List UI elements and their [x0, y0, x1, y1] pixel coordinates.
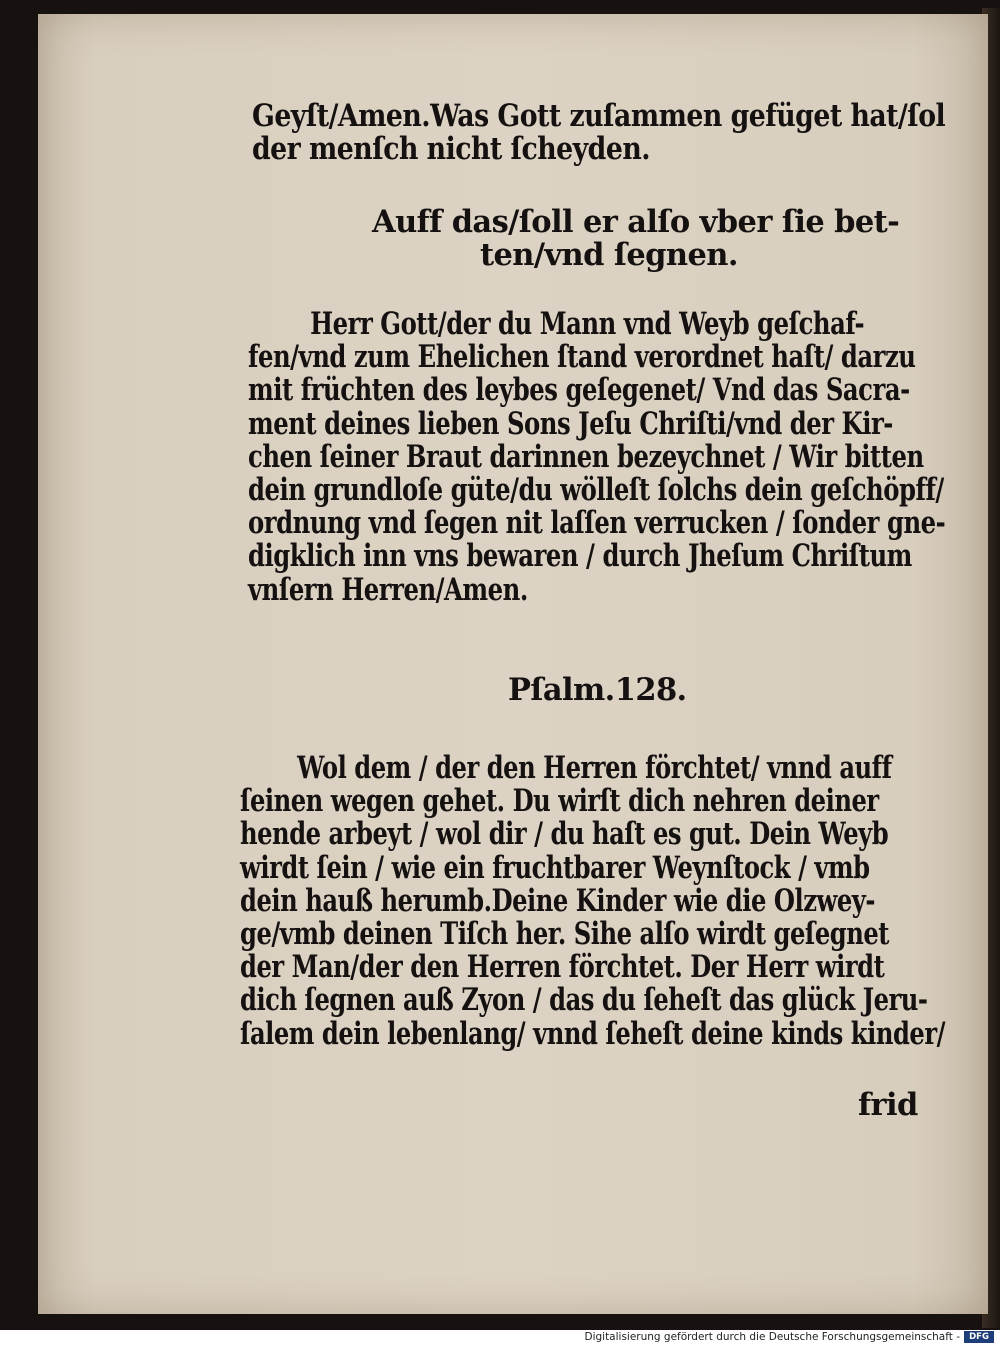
catchword: frid	[858, 1087, 918, 1123]
text-line: Wol dem / der den Herren förchtet/ vnnd auff	[297, 750, 892, 786]
text-line: dich ſegnen auß Zyon / das du ſeheſt das glück Jeru-	[240, 982, 928, 1019]
text-line: hende arbeyt / wol dir / du haſt es gut. Dein Weyb	[240, 816, 889, 853]
dfg-logo: DFG	[964, 1331, 994, 1343]
psalm-heading: Pſalm.128.	[508, 672, 687, 708]
heading-line: ten/vnd ſegnen.	[480, 237, 738, 274]
text-line: dein grundloſe güte/du wölleſt ſolchs dein geſchöpff/	[248, 471, 944, 508]
text-line: ment deines lieben Sons Jeſu Chriſti/vnd der Kir-	[248, 405, 893, 442]
heading-line: Auff das/ſoll er alſo vber ſie bet-	[372, 204, 900, 240]
text-line: dein hauß herumb.Deine Kinder wie die Olzwey-	[240, 882, 875, 919]
text-line: mit früchten des leybes geſegenet/ Vnd das Sacra-	[248, 372, 910, 409]
text-line: Herr Gott/der du Mann vnd Weyb geſchaf-	[310, 306, 865, 342]
psalm-paragraph	[240, 752, 1000, 1051]
text-line: Geyſt/Amen.Was Gott zuſammen gefüget hat/ſol	[252, 98, 946, 134]
text-line: der Man/der den Herren förchtet. Der Herr wirdt	[240, 949, 885, 986]
text-line: fen/vnd zum Ehelichen ſtand verordnet haſt/ darzu	[248, 339, 916, 376]
footer-credit: Digitalisierung gefördert durch die Deutsche Forschungsgemeinschaft -	[584, 1331, 960, 1343]
section-heading	[372, 204, 900, 274]
text-block-1	[252, 100, 1000, 166]
prayer-paragraph	[248, 308, 1000, 607]
text-line: vnſern Herren/Amen.	[248, 571, 528, 608]
text-line: ſalem dein lebenlang/ vnnd ſeheſt deine kinds kinder/	[240, 1015, 945, 1052]
text-line: ge/vmb deinen Tiſch her. Sihe alſo wirdt geſegnet	[240, 915, 890, 952]
text-line: ordnung vnd ſegen nit laſſen verrucken / ſonder gne-	[248, 505, 946, 542]
text-line: chen ſeiner Braut darinnen bezeychnet / Wir bitten	[248, 438, 924, 475]
text-line: ſeinen wegen gehet. Du wirſt dich nehren deiner	[240, 783, 879, 820]
text-line: digklich inn vns bewaren / durch Jheſum Chriſtum	[248, 538, 912, 575]
text-line: der menſch nicht ſcheyden.	[252, 131, 651, 168]
text-line: wirdt ſein / wie ein fruchtbarer Weynſtock / vmb	[240, 849, 870, 886]
